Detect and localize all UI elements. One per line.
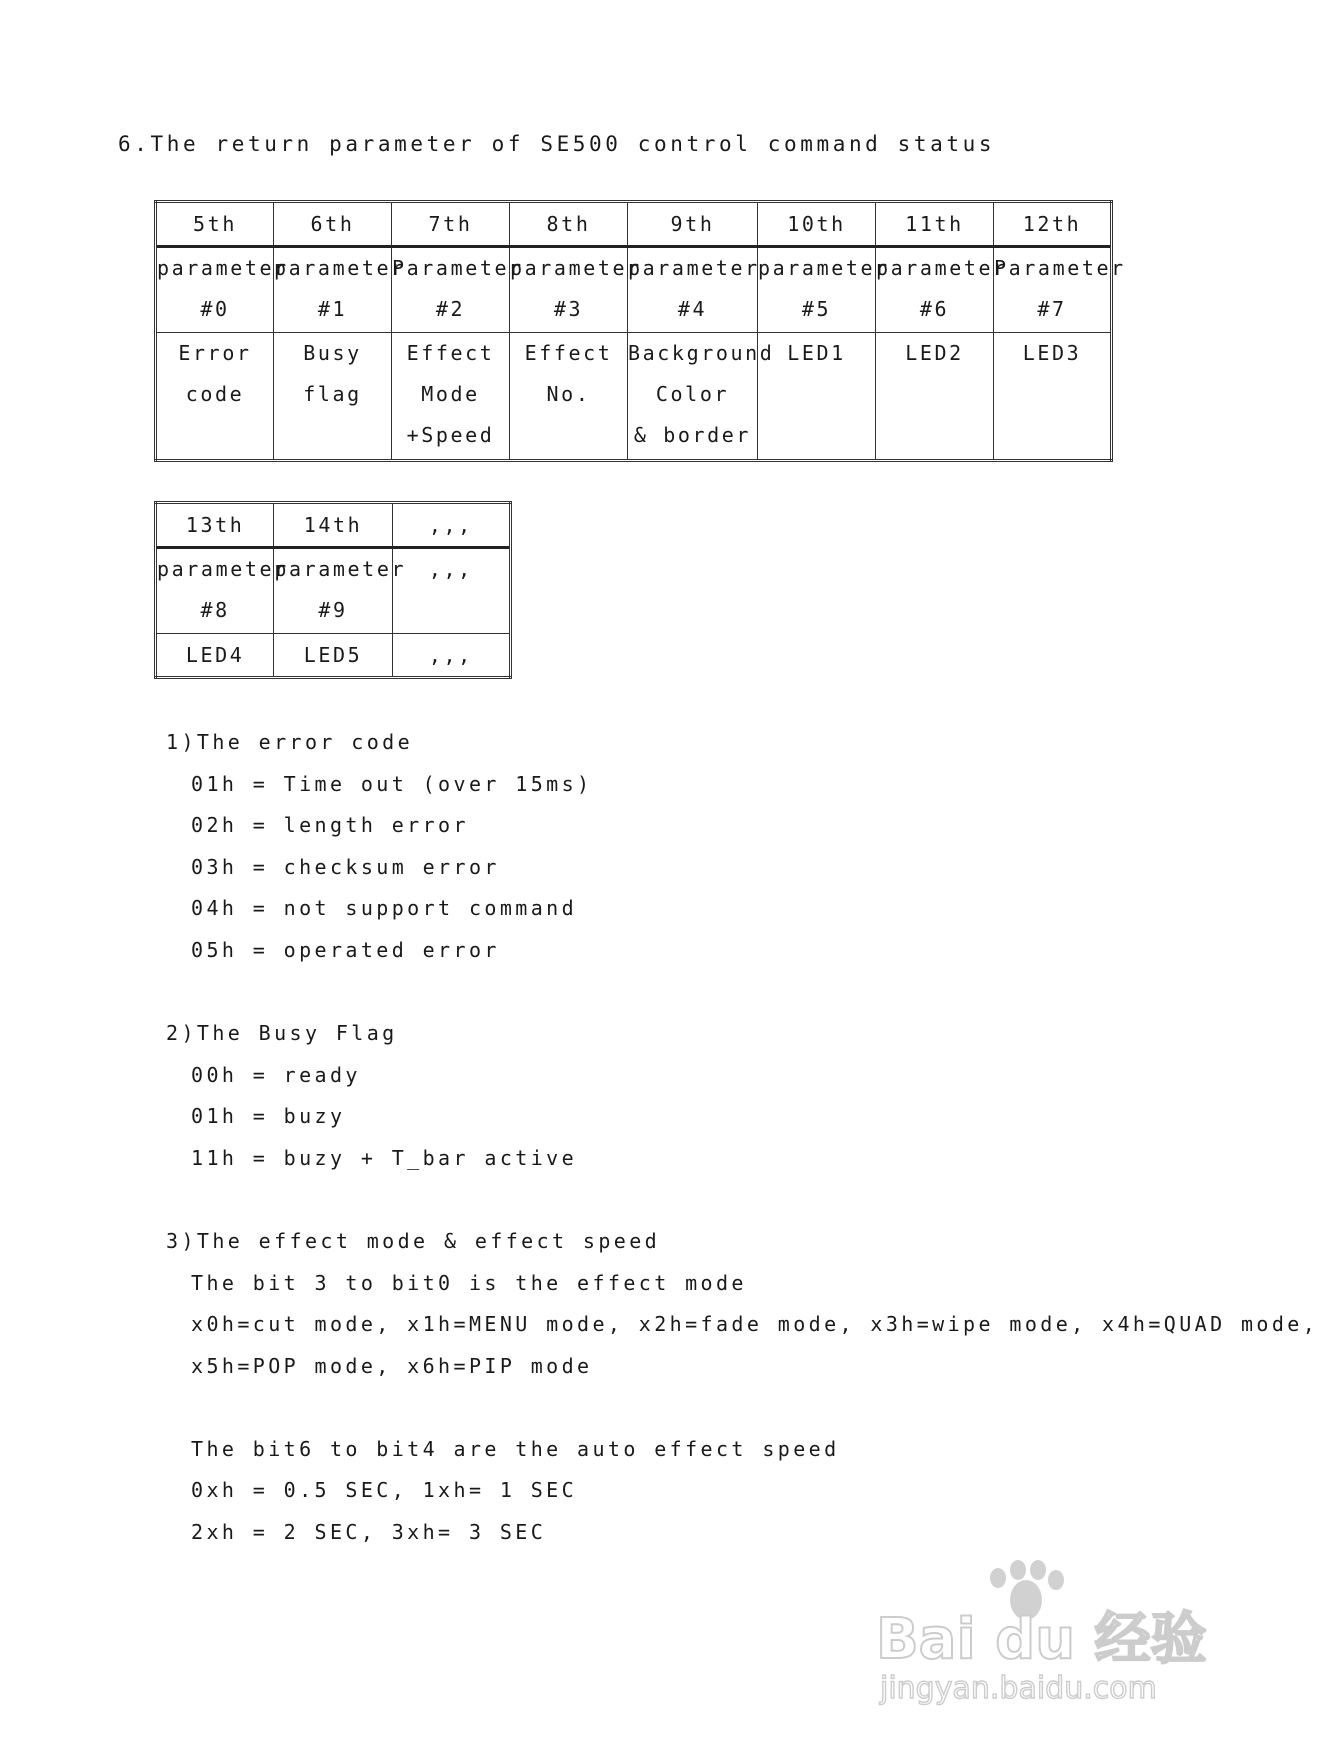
parameter-cell: parameter #3 bbox=[510, 247, 628, 333]
list-item: 03h = checksum error bbox=[191, 854, 500, 879]
description-cell: Effect No. bbox=[510, 333, 628, 461]
position-cell: 13th bbox=[156, 503, 274, 548]
table-header-row bbox=[156, 202, 1112, 247]
list-spacer bbox=[166, 1387, 1318, 1429]
list-item: The bit6 to bit4 are the auto effect speed bbox=[191, 1436, 840, 1461]
description-cell: LED5 bbox=[274, 634, 392, 678]
description-cell: Busy flag bbox=[274, 333, 392, 461]
table-row bbox=[156, 333, 1112, 461]
parameter-table-13th-onward bbox=[154, 501, 512, 679]
parameter-cell: parameter #9 bbox=[274, 548, 392, 634]
description-cell: Effect Mode +Speed bbox=[392, 333, 510, 461]
list-item: 11h = buzy + T_bar active bbox=[191, 1145, 578, 1170]
table-row bbox=[156, 548, 511, 634]
table-row bbox=[156, 247, 1112, 333]
list-item: 01h = Time out (over 15ms) bbox=[191, 771, 593, 796]
busy-flag-section bbox=[166, 1013, 577, 1179]
watermark-url: jingyan.baidu.com bbox=[880, 1671, 1157, 1706]
list-item: 0xh = 0.5 SEC, 1xh= 1 SEC bbox=[191, 1478, 578, 1502]
description-cell: Background Color & border bbox=[628, 333, 758, 461]
table-header-row bbox=[156, 503, 511, 548]
position-cell: 8th bbox=[510, 202, 628, 247]
section-heading: 3)The effect mode & effect speed bbox=[166, 1229, 661, 1253]
parameter-cell: Parameter #2 bbox=[392, 247, 510, 333]
section-heading: 2)The Busy Flag bbox=[166, 1021, 398, 1045]
parameter-cell: Parameter #7 bbox=[994, 247, 1112, 333]
parameter-cell: parameter #8 bbox=[156, 548, 274, 634]
list-item: 01h = buzy bbox=[191, 1104, 346, 1128]
position-cell: 6th bbox=[274, 202, 392, 247]
list-item: 2xh = 2 SEC, 3xh= 3 SEC bbox=[191, 1519, 547, 1544]
position-cell: 12th bbox=[994, 202, 1112, 247]
parameter-cell: ,,, bbox=[392, 548, 510, 634]
list-item: 04h = not support command bbox=[191, 896, 578, 920]
list-item: The bit 3 to bit0 is the effect mode bbox=[191, 1270, 747, 1295]
position-cell: 7th bbox=[392, 202, 510, 247]
parameter-cell: parameter #4 bbox=[628, 247, 758, 333]
position-cell: 11th bbox=[876, 202, 994, 247]
effect-mode-section bbox=[166, 1221, 1318, 1553]
parameter-cell: parameter #0 bbox=[156, 247, 274, 333]
parameter-cell: parameter #1 bbox=[274, 247, 392, 333]
section-heading: 1)The error code bbox=[166, 730, 414, 754]
description-cell: LED3 bbox=[994, 333, 1112, 461]
position-cell: 9th bbox=[628, 202, 758, 247]
description-cell: LED2 bbox=[876, 333, 994, 461]
description-cell: LED4 bbox=[156, 634, 274, 678]
position-cell: 14th bbox=[274, 503, 392, 548]
list-item: x0h=cut mode, x1h=MENU mode, x2h=fade mode, x3h=wipe mode, x4h=QUAD mode, bbox=[191, 1312, 1318, 1336]
parameter-cell: parameter #5 bbox=[758, 247, 876, 333]
list-item: 00h = ready bbox=[191, 1062, 361, 1087]
baidu-watermark-logo bbox=[876, 1560, 1207, 1710]
list-item: 05h = operated error bbox=[191, 937, 500, 962]
description-cell: LED1 bbox=[758, 333, 876, 461]
table-row bbox=[156, 634, 511, 678]
description-cell: ,,, bbox=[392, 634, 510, 678]
position-cell: ,,, bbox=[392, 503, 510, 548]
parameter-cell: parameter #6 bbox=[876, 247, 994, 333]
list-item: x5h=POP mode, x6h=PIP mode bbox=[191, 1353, 593, 1378]
watermark-brand: Bai du 经验 bbox=[876, 1607, 1207, 1672]
description-cell: Error code bbox=[156, 333, 274, 461]
parameter-table-5th-to-12th bbox=[154, 200, 1126, 462]
position-cell: 5th bbox=[156, 202, 274, 247]
error-code-section bbox=[166, 722, 592, 971]
position-cell: 10th bbox=[758, 202, 876, 247]
list-item: 02h = length error bbox=[191, 813, 469, 837]
page-title: 6.The return parameter of SE500 control command status bbox=[118, 132, 996, 156]
